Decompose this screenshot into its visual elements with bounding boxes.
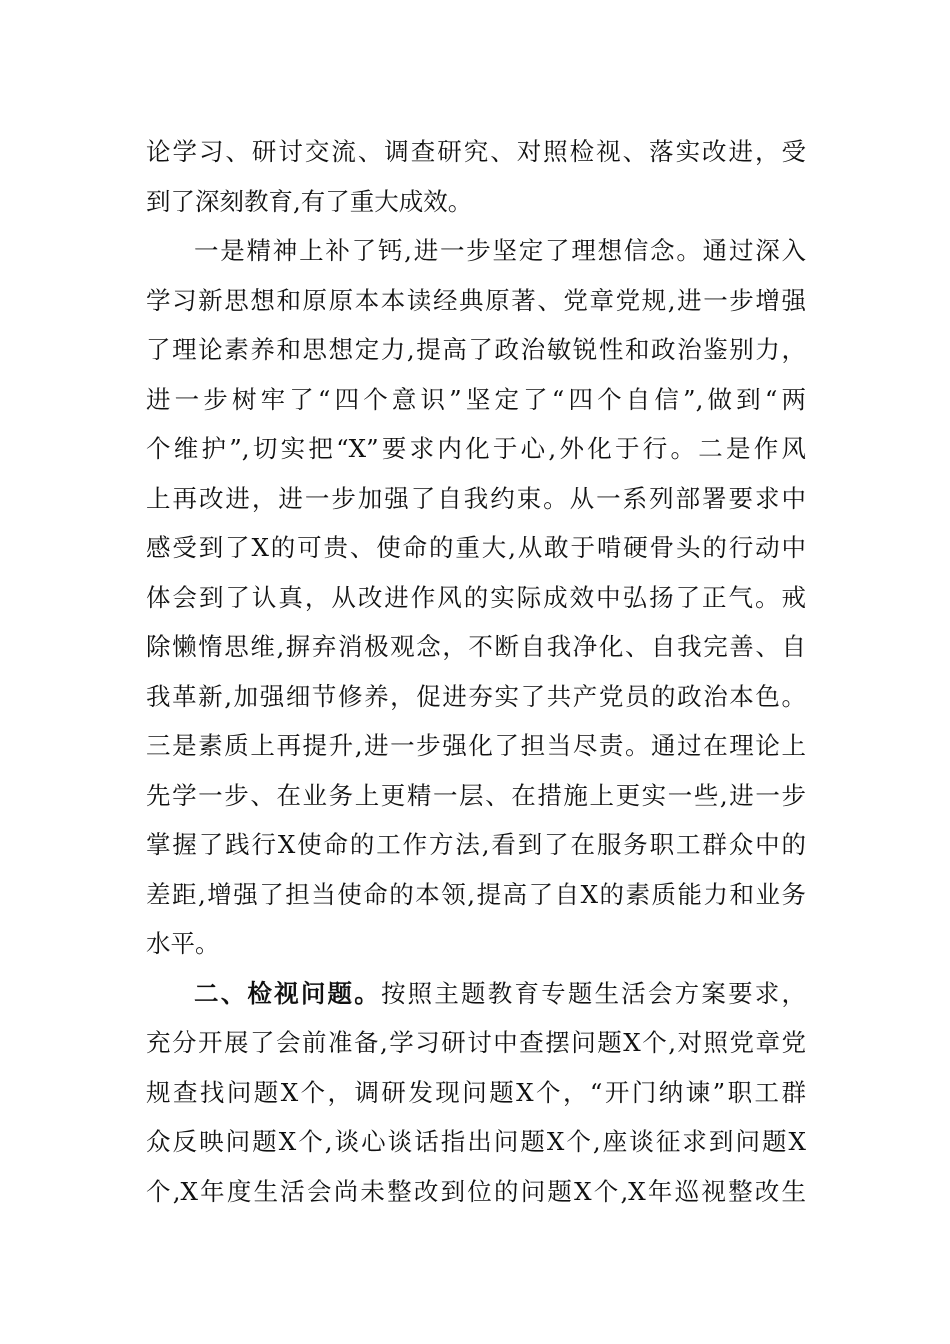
text-line: 个维护”,切实把“X”要求内化于心,外化于行。二是作风 [146,434,806,463]
text-line: 三是素质上再提升,进一步强化了担当尽责。通过在理论上 [146,731,806,760]
text-line: 我革新,加强细节修养，促进夯实了共产党员的政治本色。 [146,682,806,711]
text-line: 众反映问题X个,谈心谈话指出问题X个,座谈征求到问题X [146,1127,806,1156]
section-heading: 二、检视问题。 [194,979,381,1008]
text-line: 论学习、研讨交流、调查研究、对照检视、落实改进，受 [146,137,806,166]
text-line: 充分开展了会前准备,学习研讨中查摆问题X个,对照党章党 [146,1028,806,1057]
text-line: 除懒惰思维,摒弃消极观念，不断自我净化、自我完善、自 [146,632,806,661]
text-line: 先学一步、在业务上更精一层、在措施上更实一些,进一步 [146,781,806,810]
text-line: 个,X年度生活会尚未整改到位的问题X个,X年巡视整改生 [146,1177,806,1206]
text-line: 规查找问题X个，调研发现问题X个，“开门纳谏”职工群 [146,1078,806,1107]
text-line: 感受到了X的可贵、使命的重大,从敢于啃硬骨头的行动中 [146,533,806,562]
text-line: 上再改进，进一步加强了自我约束。从一系列部署要求中 [146,484,806,513]
text-line: 体会到了认真，从改进作风的实际成效中弘扬了正气。戒 [146,583,806,612]
text-line: 差距,增强了担当使命的本领,提高了自X的素质能力和业务 [146,880,806,909]
text-line: 水平。 [146,929,220,958]
text-line: 进一步树牢了“四个意识”坚定了“四个自信”,做到“两 [146,385,806,414]
text-line: 掌握了践行X使命的工作方法,看到了在服务职工群众中的 [146,830,806,859]
text-line: 了理论素养和思想定力,提高了政治敏锐性和政治鉴别力， [146,335,806,364]
text-line: 学习新思想和原原本本读经典原著、党章党规,进一步增强 [146,286,806,315]
section-heading-line [194,974,806,1014]
text-line: 一是精神上补了钙,进一步坚定了理想信念。通过深入 [194,236,806,265]
section-heading-rest: 按照主题教育专题生活会方案要求， [380,979,806,1008]
text-line: 到了深刻教育,有了重大成效。 [146,187,473,216]
